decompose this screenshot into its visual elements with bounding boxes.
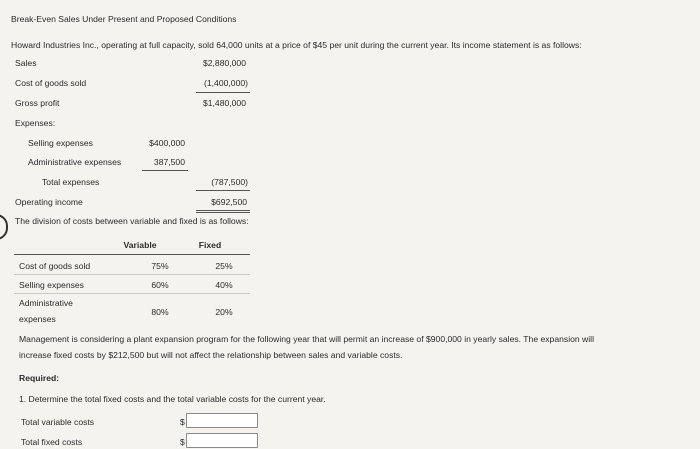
- header-variable: Variable: [123, 240, 157, 250]
- gross-profit-value: $1,480,000: [202, 98, 246, 108]
- row-variable: 60%: [151, 280, 169, 290]
- admin-underline: [142, 170, 188, 171]
- row-label: Selling expenses: [19, 280, 84, 290]
- problem-title: Break-Even Sales Under Present and Proposed Conditions: [11, 14, 237, 24]
- gross-profit-label: Gross profit: [15, 98, 60, 108]
- row-fixed: 25%: [215, 261, 233, 271]
- row-variable: 75%: [151, 261, 169, 271]
- row-fixed: 40%: [215, 280, 233, 290]
- row-divider: [14, 293, 250, 294]
- cogs-underline: [196, 92, 250, 93]
- total-expenses-label: Total expenses: [42, 177, 100, 187]
- selling-expenses-label: Selling expenses: [28, 138, 93, 148]
- header-fixed: Fixed: [198, 240, 222, 250]
- row-label: Cost of goods sold: [19, 261, 91, 271]
- operating-underline-2: [196, 212, 250, 213]
- operating-underline-1: [196, 210, 250, 211]
- pointer-arrow-icon: [0, 214, 8, 240]
- expenses-label: Expenses:: [15, 118, 56, 128]
- sales-label: Sales: [15, 58, 37, 68]
- total-variable-costs-input[interactable]: [186, 413, 258, 428]
- management-text-line2: increase fixed costs by $212,500 but will not affect the relationship between sales and variable costs.: [19, 350, 403, 360]
- total-fixed-costs-input[interactable]: [186, 433, 258, 448]
- management-text-line1: Management is considering a plant expansion program for the following year that will permit an increase of $900,000 in yearly sales. The expansion will: [19, 334, 594, 344]
- admin-expenses-label: Administrative expenses: [28, 157, 122, 167]
- row-label-line1: Administrative: [19, 298, 73, 308]
- operating-income-label: Operating income: [15, 197, 83, 207]
- cogs-label: Cost of goods sold: [15, 78, 87, 88]
- sales-value: $2,880,000: [202, 58, 246, 68]
- question-1: 1. Determine the total fixed costs and the total variable costs for the current year.: [19, 394, 326, 404]
- currency-symbol: $: [180, 437, 185, 447]
- selling-expenses-value: $400,000: [149, 138, 185, 148]
- required-label: Required:: [19, 373, 60, 383]
- row-divider: [14, 274, 250, 275]
- total-expenses-value: (787,500): [211, 177, 248, 187]
- division-text: The division of costs between variable and fixed is as follows:: [15, 216, 249, 226]
- table-header-rule: [14, 254, 250, 255]
- total-variable-costs-label: Total variable costs: [21, 417, 95, 427]
- operating-income-value: $692,500: [211, 197, 247, 207]
- admin-expenses-value: 387,500: [153, 157, 185, 167]
- currency-symbol: $: [180, 417, 185, 427]
- row-label-line2: expenses: [19, 314, 56, 324]
- row-variable: 80%: [151, 307, 169, 317]
- row-fixed: 20%: [215, 307, 233, 317]
- total-fixed-costs-label: Total fixed costs: [21, 437, 83, 447]
- total-underline: [196, 190, 250, 191]
- intro-text: Howard Industries Inc., operating at full capacity, sold 64,000 units at a price of $45 per unit during the current year. Its income statement is as follows:: [11, 40, 582, 50]
- cogs-value: (1,400,000): [204, 78, 248, 88]
